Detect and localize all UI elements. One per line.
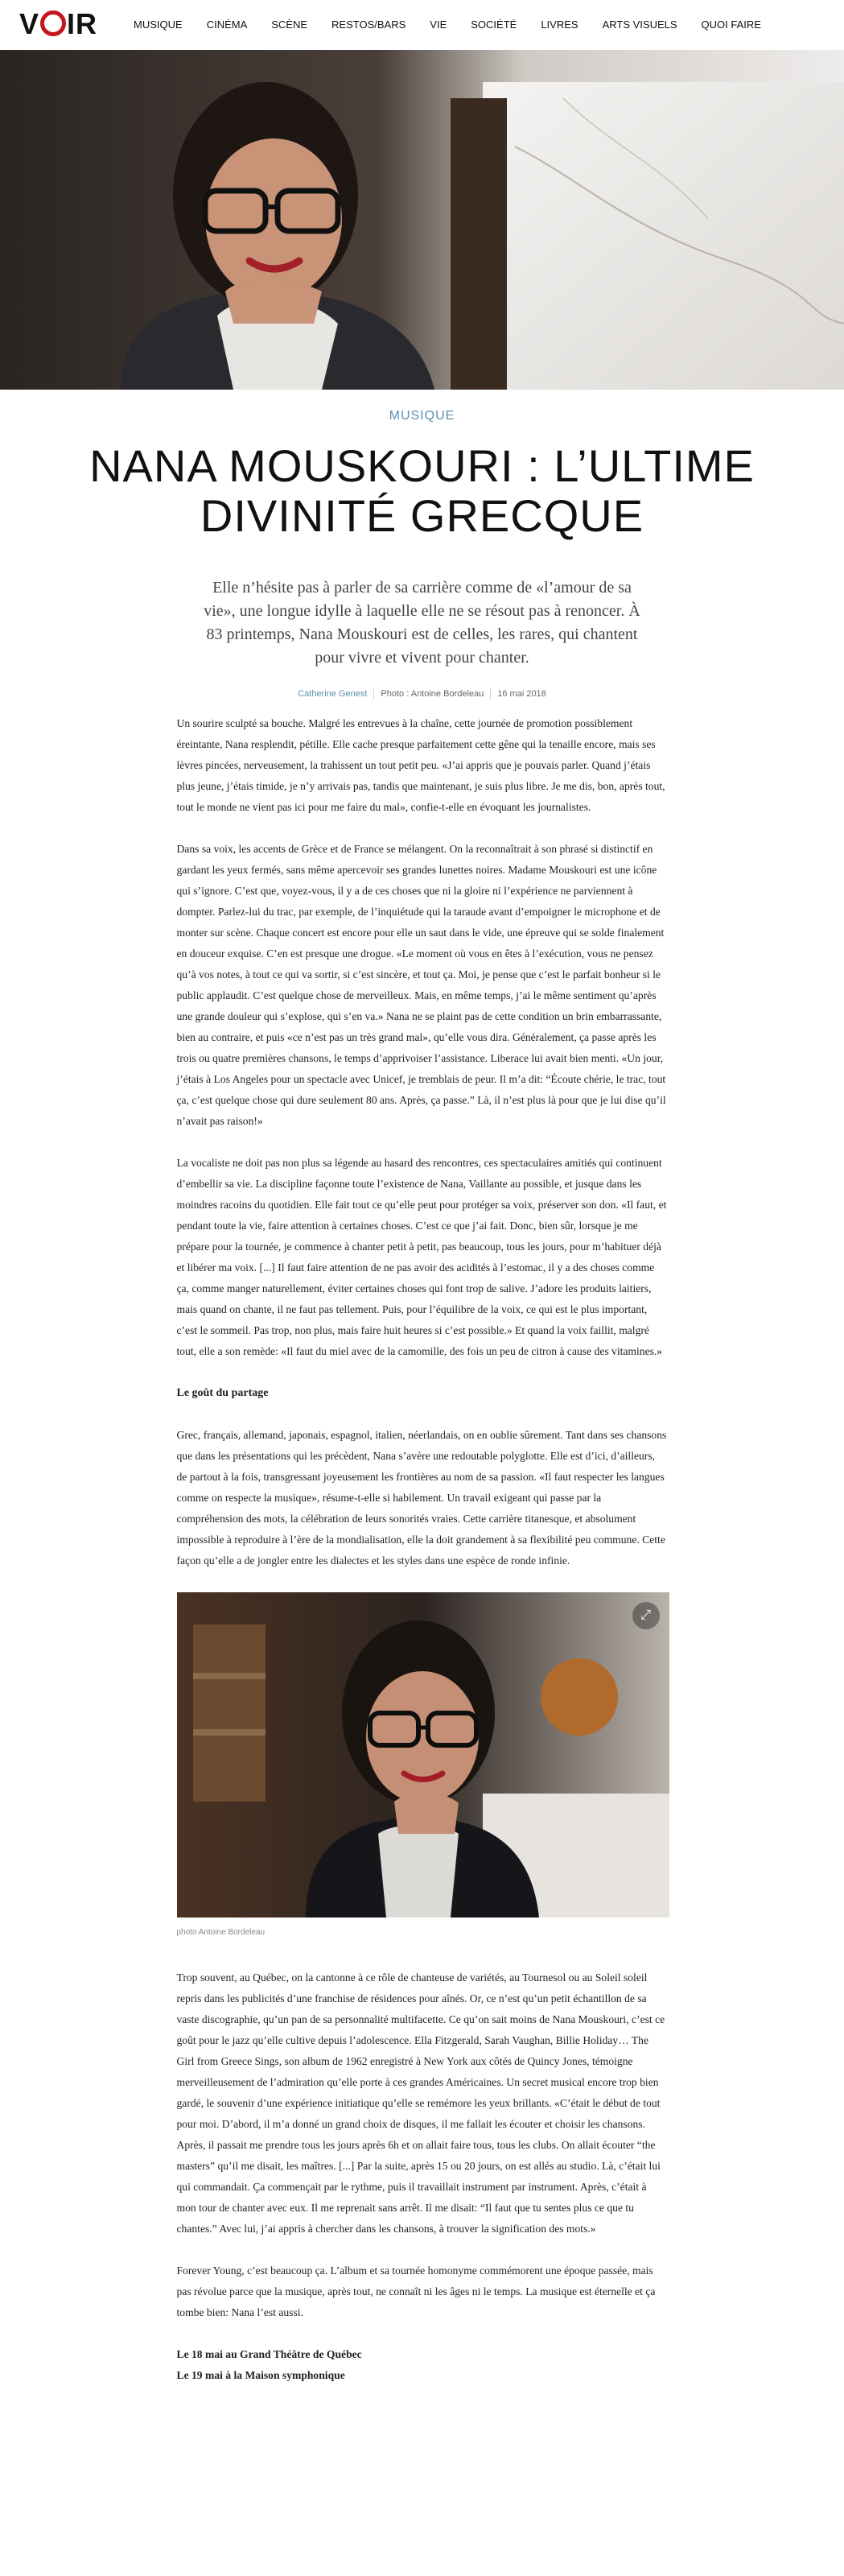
nav-item-scene[interactable]: SCÈNE [271,18,308,31]
article-subheading: Le goût du partage [176,1387,269,1400]
article-title: NANA MOUSKOURI : L’ULTIME DIVINITÉ GRECQUE [89,440,755,541]
inline-photo[interactable] [177,1592,669,1918]
article-lead: Elle n’hésite pas à parler de sa carrière comme de «l’amour de sa vie», une longue idylle à laquelle elle ne se résout pas à renoncer. À 83 printemps, Nana Mouskouri est de celles, les rares, qui chantent pour vivre et vivent pour chanter. [204,579,640,667]
publish-date: 16 mai 2018 [497,689,546,699]
inline-photo-caption: photo Antoine Bordeleau [176,1928,266,1938]
expand-icon[interactable]: ⤢ [632,1602,660,1629]
event-date-line: Le 18 mai au Grand Théâtre de Québec [176,2348,362,2361]
article-body [177,713,668,2386]
site-logo[interactable]: V IR [19,7,98,40]
article-paragraph: Dans sa voix, les accents de Grèce et de France se mélangent. On la reconnaîtrait à son phrasé si distinctif en gardant les yeux fermés, sans même apercevoir ses grandes lunettes noires. Madame Mouskouri est une icône qui s’ignore. C’est que, voyez-vous, il y a de ces choses que ni la gloire ni l’expérience ne parviennent à dompter. Parlez-lui du trac, par exemple, de l’inquiétude qui la taraude avant d’empoigner le microphone et de monter sur scène. Chaque concert est encore pour elle un saut dans le vide, une épreuve qui se solde finalement en douceur exquise. C’en est presque une drogue. «Le moment où vous en êtes à l’exécution, vous ne pensez qu’à vos notes, à tout ce qui va sortir, si c’est sincère, et tout ça. Moi, je pense que c’est le parfait bonheur si le public applaudit. C’est quelque chose de merveilleux. Mais, en même temps, j’ai le même sentiment qu’après une grande douleur qui s’explose, qui s’en va.» Nana ne se plaint pas de cette condition un brin embarrassante, bien au contraire, et puis «ce n’est pas un très grand mal», qu’elle vous dira. Généralement, ça passe après les trois ou quatre premières chansons, le temps d’apprivoiser l’assistance. Liberace lui avait bien menti. «Un jour, j’étais à Los Angeles pour un spectacle avec Unicef, je tremblais de peur. Il m’a dit: “Écoute chérie, le trac, tout ça, c’est quelque chose qui dure seulement 80 ans. Après, ça passe.” Là, il n’est plus là pour que je lui dise qu’il n’avait pas raison!» [176,843,666,1128]
inline-photo-illustration [177,1592,669,1918]
photo-credit: Photo : Antoine Bordeleau [381,689,484,699]
author-link[interactable]: Catherine Genest [298,689,368,699]
nav-item-livres[interactable]: LIVRES [541,18,578,31]
event-date-line: Le 19 mai à la Maison symphonique [176,2369,345,2382]
nav-item-restos-bars[interactable]: RESTOS/BARS [331,18,406,31]
main-nav [121,19,773,31]
nav-item-arts-visuels[interactable]: ARTS VISUELS [602,18,677,31]
article [0,402,844,2386]
article-paragraph: Trop souvent, au Québec, on la cantonne à ce rôle de chanteuse de variétés, au Tournesol ou au Soleil soleil repris dans les publicités d’une franchise de résidences pour aînés. Or, ce n’est qu’un petit échantillon de sa vaste discographie, qu’un pan de sa personnalité multifacette. Ce qu’on sait moins de Nana Mouskouri, c’est ce goût pour le jazz qu’elle cultive depuis l’adolescence. Ella Fitzgerald, Sarah Vaughan, Billie Holiday… The Girl from Greece Sings, son album de 1962 enregistré à New York aux côtés de Quincy Jones, témoigne merveilleusement de l’admiration qu’elle porte à ces grandes Américaines. Un secret musical encore trop bien gardé, le souvenir d’une expérience initiatique qu’elle se remémore les yeux brillants. «C’était le début de tout pour moi. D’abord, il m’a donné un grand choix de disques, il me fallait les écouter et choisir les chansons. Après, il passait me prendre tous les jours après 6h et on allait faire tous, tous les clubs. On allait écouter “the masters” qu’il me disait, les maîtres. [...] Par la suite, après 15 ou 20 jours, on est allés au studio. Là, c’était lui qui commandait. Ça commençait par le rythme, puis il travaillait instrument par instrument. Après, c’était à mon tour de chanter avec eux. Il me reprenait sans arrêt. Il me disait: “Il faut que tu sentes plus ce que tu chantes.” Avec lui, j’ai appris à chercher dans les chansons, à trouver la signification des mots.» [176,1971,665,2235]
logo-o-ring [40,10,66,36]
top-navigation [0,0,844,48]
nav-item-cinema[interactable]: CINÉMA [206,18,248,31]
nav-item-musique[interactable]: MUSIQUE [134,18,183,31]
article-paragraph: Grec, français, allemand, japonais, espagnol, italien, néerlandais, on en oublie sûrement. Tant dans ses chansons que dans les présentations qui les précèdent, Nana s’avère une redoutable polyglotte. Elle est d’ici, d’ailleurs, de partout à la fois, transgressant joyeusement les frontières au nom de sa passion. «Il faut respecter les langues comme on respecte la musique», résume-t-elle si habilement. Un travail exigeant qui passe par la compréhension des mots, la célébration de leurs sonorités vraies. Cette carrière titanesque, et absolument impossible à reproduire à l’ère de la mondialisation, elle la doit grandement à sa flexibilité peu commune. Cette façon qu’elle a de jongler entre les dialectes et les styles dans une espèce de ronde infinie. [176,1429,667,1567]
article-byline [0,689,844,699]
nav-item-quoi-faire[interactable]: QUOI FAIRE [701,18,761,31]
article-category[interactable]: MUSIQUE [389,409,455,423]
event-dates [177,2344,668,2386]
article-paragraph: Un sourire sculpté sa bouche. Malgré les entrevues à la chaîne, cette journée de promotion possiblement éreintante, Nana resplendit, pétille. Elle cache presque parfaitement cette gêne qui la tenaille encore, mais ses lèvres pincées, nerveusement, la trahissent un tout petit peu. «J’ai appris que je pouvais parler. Quand j’étais plus jeune, j’étais timide, je n’y arrivais pas, tandis que maintenant, je suis plus libre. Je me dis, bon, après tout, tout le monde ne vient pas ici pour me faire du mal», confie-t-elle en évoquant les journalistes. [176,717,665,814]
nav-item-societe[interactable]: SOCIÉTÉ [471,18,517,31]
article-paragraph: La vocaliste ne doit pas non plus sa légende au hasard des rencontres, ces spectaculaires amitiés qui continuent d’embellir sa vie. La discipline façonne toute l’existence de Nana, Vaillante au possible, et jusque dans les moindres racoins du quotidien. Elle fait tout ce qu’elle peut pour protéger sa voix, préserver son don. «Il faut, et pendant toute la vie, faire attention à certaines choses. C’est ce que j’ai fait. Donc, bien sûr, lorsque je me prépare pour la tournée, je commence à chanter petit à petit, pas beaucoup, tous les jours, pour m’habituer déjà et libérer ma voix. [...] Il faut faire attention de ne pas avoir des acidités à l’estomac, il y a des choses comme ça, comme manger naturellement, éviter certaines choses qui font trop de salive. J’adore les produits laitiers, mais quand on chante, il ne faut pas tellement. Puis, pour l’équilibre de la voix, ce qui est le plus important, c’est le sommeil. Pas trop, non plus, mais faire huit heures si c’est possible.» Et quand la voix faillit, malgré tout, elle a son remède: «Il faut du miel avec de la camomille, des fois un peu de citron à cause des vitamines.» [176,1157,667,1358]
byline-divider [490,689,491,699]
hero-photo [0,50,844,390]
article-paragraph: Forever Young, c’est beaucoup ça. L’album et sa tournée homonyme commémorent une époque passée, mais pas révolue parce que la musique, après tout, ne connaît ni les âges ni le temps. La musique est éternelle et ça tombe bien: Nana l’est aussi. [176,2264,656,2319]
hero-photo-illustration [0,50,844,390]
nav-item-vie[interactable]: VIE [430,18,447,31]
byline-divider [373,689,374,699]
